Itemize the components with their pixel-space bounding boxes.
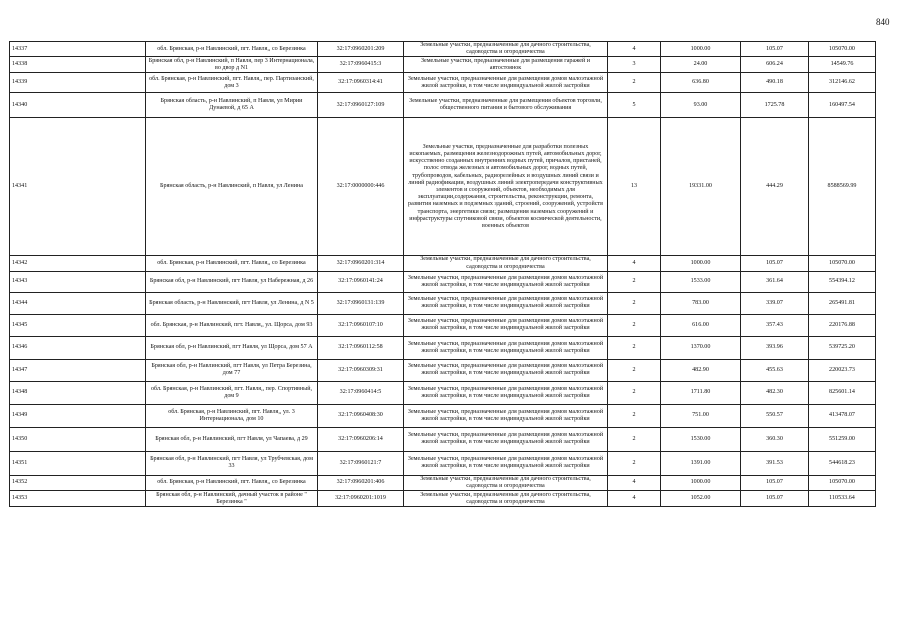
- group-cell: 2: [608, 271, 661, 292]
- address-cell: обл. Брянская, р-н Навлинский, пгт. Навля,, ул. 3 Интернационала, дом 10: [146, 404, 318, 427]
- table-row: [10, 427, 876, 451]
- address-cell: Брянская область, р-н Навлинский, п Навля, ул Мирии Дунаевой, д 65 А: [146, 93, 318, 118]
- cadastral-number-cell: 32:17:0960201:1019: [318, 491, 404, 507]
- row-number: 14346: [10, 336, 146, 359]
- row-number: 14343: [10, 271, 146, 292]
- area-cell: 1533.00: [661, 271, 741, 292]
- row-number: 14345: [10, 314, 146, 336]
- group-cell: 4: [608, 256, 661, 271]
- land-use-cell: Земельные участки, предназначенные для размещения домов малоэтажной жилой застройки, в том числе индивидуальной жилой застройки: [404, 336, 608, 359]
- address-cell: Брянская область, р-н Навлинский, п Навля, ул Ленина: [146, 118, 318, 256]
- specific-value-cell: 482.30: [741, 381, 809, 404]
- address-cell: обл. Брянская, р-н Навлинский, пгт. Навля,, со Березинка: [146, 475, 318, 490]
- cadastral-number-cell: 32:17:0960314:41: [318, 73, 404, 93]
- specific-value-cell: 360.30: [741, 427, 809, 451]
- cadastral-number-cell: 32:17:0960201:406: [318, 475, 404, 490]
- cadastral-value-cell: 105070.00: [809, 42, 876, 57]
- cadastral-number-cell: 32:17:0960112:58: [318, 336, 404, 359]
- land-use-cell: Земельные участки, предназначенные для размещения объектов торговли, общественного питания и бытового обслуживания: [404, 93, 608, 118]
- row-number: 14340: [10, 93, 146, 118]
- area-cell: 1000.00: [661, 42, 741, 57]
- address-cell: Брянская обл, р-н Навлинский, пгт Навля, ул Щорса, дом 57 А: [146, 336, 318, 359]
- table-body: [10, 42, 876, 507]
- cadastral-value-cell: 105070.00: [809, 256, 876, 271]
- group-cell: 5: [608, 93, 661, 118]
- area-cell: 1530.00: [661, 427, 741, 451]
- row-number: 14342: [10, 256, 146, 271]
- area-cell: 24.00: [661, 57, 741, 73]
- table-row: [10, 491, 876, 507]
- land-use-cell: Земельные участки, предназначенные для размещения гаражей и автостоянок: [404, 57, 608, 73]
- address-cell: Брянская область, р-н Навлинский, пгт Навля, ул Ленина, д N 5: [146, 292, 318, 314]
- cadastral-number-cell: 32:17:0960408:30: [318, 404, 404, 427]
- row-number: 14352: [10, 475, 146, 490]
- specific-value-cell: 105.07: [741, 475, 809, 490]
- area-cell: 93.00: [661, 93, 741, 118]
- group-cell: 2: [608, 404, 661, 427]
- group-cell: 4: [608, 42, 661, 57]
- cadastral-value-cell: 105070.00: [809, 475, 876, 490]
- table-row: [10, 381, 876, 404]
- table-row: [10, 359, 876, 381]
- address-cell: Брянская обл, р-н Навлинский, п Навля, пер 3 Интернационала, во двор д N1: [146, 57, 318, 73]
- specific-value-cell: 455.63: [741, 359, 809, 381]
- cadastral-number-cell: 32:17:0960201:314: [318, 256, 404, 271]
- specific-value-cell: 606.24: [741, 57, 809, 73]
- cadastral-value-cell: 110533.64: [809, 491, 876, 507]
- group-cell: 2: [608, 359, 661, 381]
- area-cell: 616.00: [661, 314, 741, 336]
- area-cell: 1052.00: [661, 491, 741, 507]
- table-row: [10, 57, 876, 73]
- group-cell: 4: [608, 491, 661, 507]
- row-number: 14337: [10, 42, 146, 57]
- cadastral-number-cell: 32:17:0960107:10: [318, 314, 404, 336]
- group-cell: 2: [608, 292, 661, 314]
- land-use-cell: Земельные участки, предназначенные для размещения домов малоэтажной жилой застройки, в том числе индивидуальной жилой застройки: [404, 314, 608, 336]
- row-number: 14349: [10, 404, 146, 427]
- row-number: 14347: [10, 359, 146, 381]
- row-number: 14348: [10, 381, 146, 404]
- land-use-cell: Земельные участки, предназначенные для размещения домов малоэтажной жилой застройки, в том числе индивидуальной жилой застройки: [404, 427, 608, 451]
- specific-value-cell: 357.43: [741, 314, 809, 336]
- cadastral-number-cell: 32:17:0960415:3: [318, 57, 404, 73]
- cadastral-value-cell: 554394.12: [809, 271, 876, 292]
- cadastral-number-cell: 32:17:0960414:5: [318, 381, 404, 404]
- cadastral-value-cell: 544618.23: [809, 451, 876, 475]
- row-number: 14339: [10, 73, 146, 93]
- specific-value-cell: 105.07: [741, 42, 809, 57]
- cadastral-value-table: [9, 41, 876, 507]
- table-row: [10, 475, 876, 490]
- address-cell: обл. Брянская, р-н Навлинский, пгт. Навля,, пер. Спортивный, дом 9: [146, 381, 318, 404]
- row-number: 14344: [10, 292, 146, 314]
- area-cell: 1391.00: [661, 451, 741, 475]
- cadastral-value-cell: 14549.76: [809, 57, 876, 73]
- land-use-cell: Земельные участки, предназначенные для размещения домов малоэтажной жилой застройки, в том числе индивидуальной жилой застройки: [404, 404, 608, 427]
- land-use-cell: Земельные участки, предназначенные для размещения домов малоэтажной жилой застройки, в том числе индивидуальной жилой застройки: [404, 381, 608, 404]
- row-number: 14353: [10, 491, 146, 507]
- table-row: [10, 451, 876, 475]
- cadastral-value-cell: 220176.88: [809, 314, 876, 336]
- land-use-cell: Земельные участки, предназначенные для размещения домов малоэтажной жилой застройки, в том числе индивидуальной жилой застройки: [404, 359, 608, 381]
- land-use-cell: Земельные участки, предназначенные для разработки полезных ископаемых, размещения железнодорожных путей, автомобильных дорог, искусственно созданных внутренних водных путей, причалов, пристаней, полос отвода железных и автомобильных дорог, водных путей, трубопроводов, кабельных, радиорелейных и воздушных линий связи и линий радиофикации, воздушных линий электропередачи конструктивных элементов и сооружений, объектов, необходимых для эксплуатации,содержания, строительства, реконструкции, ремонта, развития наземных и подземных зданий, строений, сооружений, устройств транспорта, энергетики связи; размещения наземных сооружений и инфраструктуры спутниковой связи, объектов космической деятельности, военных объектов: [404, 118, 608, 256]
- specific-value-cell: 490.18: [741, 73, 809, 93]
- area-cell: 19331.00: [661, 118, 741, 256]
- cadastral-number-cell: 32:17:0960206:14: [318, 427, 404, 451]
- specific-value-cell: 393.96: [741, 336, 809, 359]
- address-cell: Брянская обл, р-н Навлинский, пгт Навля, ул Чапаева, д 29: [146, 427, 318, 451]
- row-number: 14351: [10, 451, 146, 475]
- land-use-cell: Земельные участки, предназначенные для дачного строительства, садоводства и огородничества: [404, 42, 608, 57]
- group-cell: 3: [608, 57, 661, 73]
- group-cell: 13: [608, 118, 661, 256]
- land-use-cell: Земельные участки, предназначенные для дачного строительства, садоводства и огородничества: [404, 491, 608, 507]
- cadastral-value-cell: 312146.62: [809, 73, 876, 93]
- address-cell: Брянская обл, р-н Навлинский, пгт Навля, ул Петра Березина, дом 77: [146, 359, 318, 381]
- specific-value-cell: 361.64: [741, 271, 809, 292]
- cadastral-value-cell: 8588569.99: [809, 118, 876, 256]
- area-cell: 1370.00: [661, 336, 741, 359]
- group-cell: 2: [608, 381, 661, 404]
- area-cell: 1000.00: [661, 256, 741, 271]
- table-row: [10, 93, 876, 118]
- specific-value-cell: 339.07: [741, 292, 809, 314]
- cadastral-value-cell: 825601.14: [809, 381, 876, 404]
- cadastral-number-cell: 32:17:0960127:109: [318, 93, 404, 118]
- cadastral-value-cell: 220023.73: [809, 359, 876, 381]
- land-use-cell: Земельные участки, предназначенные для размещения домов малоэтажной жилой застройки, в том числе индивидуальной жилой застройки: [404, 292, 608, 314]
- table-row: [10, 271, 876, 292]
- cadastral-value-cell: 160497.54: [809, 93, 876, 118]
- address-cell: Брянская обл, р-н Навлинский, пгт Навля, ул Трубчевская, дом 33: [146, 451, 318, 475]
- group-cell: 2: [608, 427, 661, 451]
- page-number: 840: [876, 17, 890, 27]
- area-cell: 636.80: [661, 73, 741, 93]
- cadastral-value-cell: 551259.00: [809, 427, 876, 451]
- area-cell: 783.00: [661, 292, 741, 314]
- table-row: [10, 404, 876, 427]
- table-row: [10, 42, 876, 57]
- table-row: [10, 314, 876, 336]
- address-cell: обл. Брянская, р-н Навлинский, пгт. Навля,, ул. Щорса, дом 93: [146, 314, 318, 336]
- land-use-cell: Земельные участки, предназначенные для размещения домов малоэтажной жилой застройки, в том числе индивидуальной жилой застройки: [404, 271, 608, 292]
- address-cell: обл. Брянская, р-н Навлинский, пгт. Навля,, со Березинка: [146, 42, 318, 57]
- area-cell: 1000.00: [661, 475, 741, 490]
- address-cell: обл. Брянская, р-н Навлинский, пгт. Навля,, пер. Партизанский, дом 3: [146, 73, 318, 93]
- specific-value-cell: 1725.78: [741, 93, 809, 118]
- group-cell: 2: [608, 336, 661, 359]
- specific-value-cell: 105.07: [741, 256, 809, 271]
- land-use-cell: Земельные участки, предназначенные для размещения домов малоэтажной жилой застройки, в том числе индивидуальной жилой застройки: [404, 451, 608, 475]
- cadastral-number-cell: 32:17:0960141:24: [318, 271, 404, 292]
- specific-value-cell: 105.07: [741, 491, 809, 507]
- specific-value-cell: 550.57: [741, 404, 809, 427]
- area-cell: 751.00: [661, 404, 741, 427]
- cadastral-value-cell: 413478.07: [809, 404, 876, 427]
- land-use-cell: Земельные участки, предназначенные для дачного строительства, садоводства и огородничества: [404, 256, 608, 271]
- cadastral-number-cell: 32:17:0000000:446: [318, 118, 404, 256]
- cadastral-value-cell: 539725.20: [809, 336, 876, 359]
- specific-value-cell: 444.29: [741, 118, 809, 256]
- address-cell: обл. Брянская, р-н Навлинский, пгт. Навля,, со Березинка: [146, 256, 318, 271]
- land-use-cell: Земельные участки, предназначенные для размещения домов малоэтажной жилой застройки, в том числе индивидуальной жилой застройки: [404, 73, 608, 93]
- area-cell: 482.90: [661, 359, 741, 381]
- cadastral-value-cell: 265491.81: [809, 292, 876, 314]
- group-cell: 2: [608, 314, 661, 336]
- row-number: 14350: [10, 427, 146, 451]
- group-cell: 4: [608, 475, 661, 490]
- row-number: 14338: [10, 57, 146, 73]
- table-row: [10, 292, 876, 314]
- cadastral-number-cell: 32:17:0960131:139: [318, 292, 404, 314]
- table-row: [10, 336, 876, 359]
- group-cell: 2: [608, 73, 661, 93]
- address-cell: Брянская обл, р-н Навлинский, пгт Навля, ул Набережная, д 26: [146, 271, 318, 292]
- table-row: [10, 256, 876, 271]
- area-cell: 1711.80: [661, 381, 741, 404]
- cadastral-number-cell: 32:17:0960201:209: [318, 42, 404, 57]
- row-number: 14341: [10, 118, 146, 256]
- specific-value-cell: 391.53: [741, 451, 809, 475]
- address-cell: Брянская обл, р-н Навлинский, дачный участок в районе " Березинка ": [146, 491, 318, 507]
- cadastral-number-cell: 32:17:0960309:31: [318, 359, 404, 381]
- table-row: [10, 118, 876, 256]
- land-use-cell: Земельные участки, предназначенные для дачного строительства, садоводства и огородничества: [404, 475, 608, 490]
- cadastral-number-cell: 32:17:0960121:7: [318, 451, 404, 475]
- table-row: [10, 73, 876, 93]
- group-cell: 2: [608, 451, 661, 475]
